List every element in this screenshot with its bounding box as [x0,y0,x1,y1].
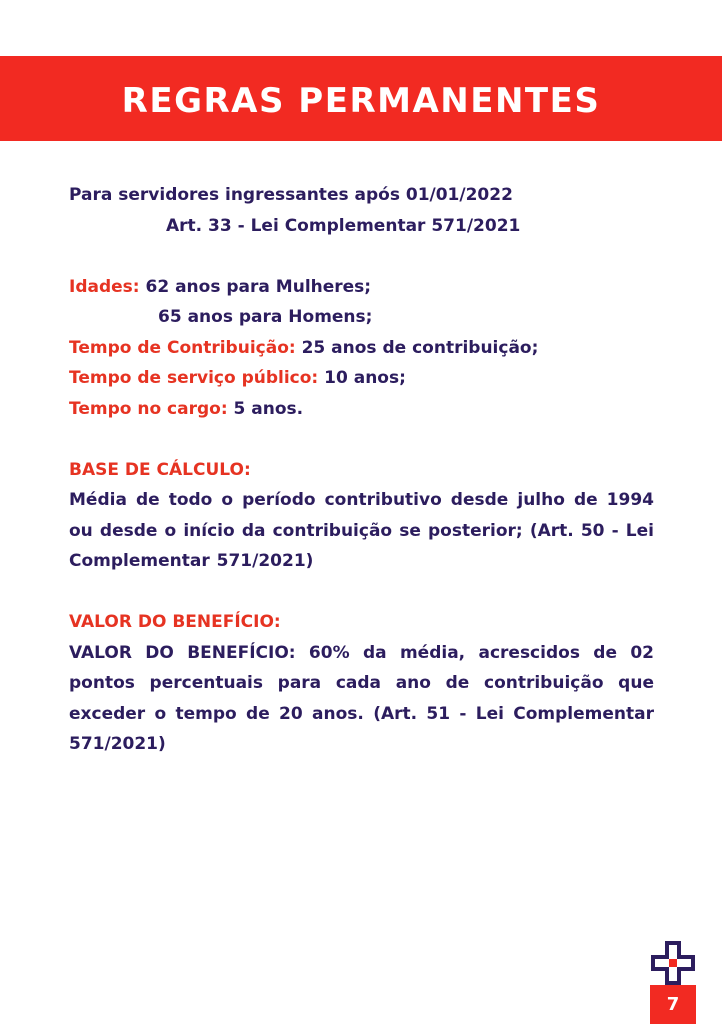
page-title: REGRAS PERMANENTES [121,80,601,121]
base-calculo-text: Média de todo o período contributivo desde julho de 1994 ou desde o início da contribuição se posterior; (Art. 50 - Lei Complementar 571/2021) [69,490,654,571]
cargo-row [69,394,654,425]
servico-publico-label: Tempo de serviço público: [69,368,319,388]
page-number: 7 [666,994,680,1015]
idades-label: Idades: [69,276,140,297]
valor-beneficio-heading: VALOR DO BENEFÍCIO: [69,612,281,632]
header-banner [0,56,722,141]
idades-row [69,272,654,303]
spacer [69,577,654,608]
contribuicao-value: 25 anos de contribuição; [295,337,539,358]
cargo-value: 5 anos. [227,398,304,419]
idades-value-men: 65 anos para Homens; [158,307,373,327]
contribuicao-row [69,333,654,364]
cargo-label: Tempo no cargo: [69,398,228,419]
content-body [69,180,654,760]
spacer [69,424,654,455]
idades-value-women: 62 anos para Mulheres; [139,276,372,297]
cross-logo-icon [650,940,696,986]
page-number-tab [650,985,696,1024]
contribuicao-label: Tempo de Contribuição: [69,337,296,358]
valor-beneficio-text: VALOR DO BENEFÍCIO: 60% da média, acrescidos de 02 pontos percentuais para cada ano de contribuição que exceder o tempo de 20 anos. (Art. 51 - Lei Complementar 571/2021) [69,642,654,754]
servico-publico-value: 10 anos; [318,368,406,388]
intro-law-reference: Art. 33 - Lei Complementar 571/2021 [166,215,521,236]
base-calculo-heading: BASE DE CÁLCULO: [69,459,251,480]
intro-line: Para servidores ingressantes após 01/01/2022 [69,185,513,205]
spacer [69,241,654,272]
servico-publico-row [69,363,654,394]
